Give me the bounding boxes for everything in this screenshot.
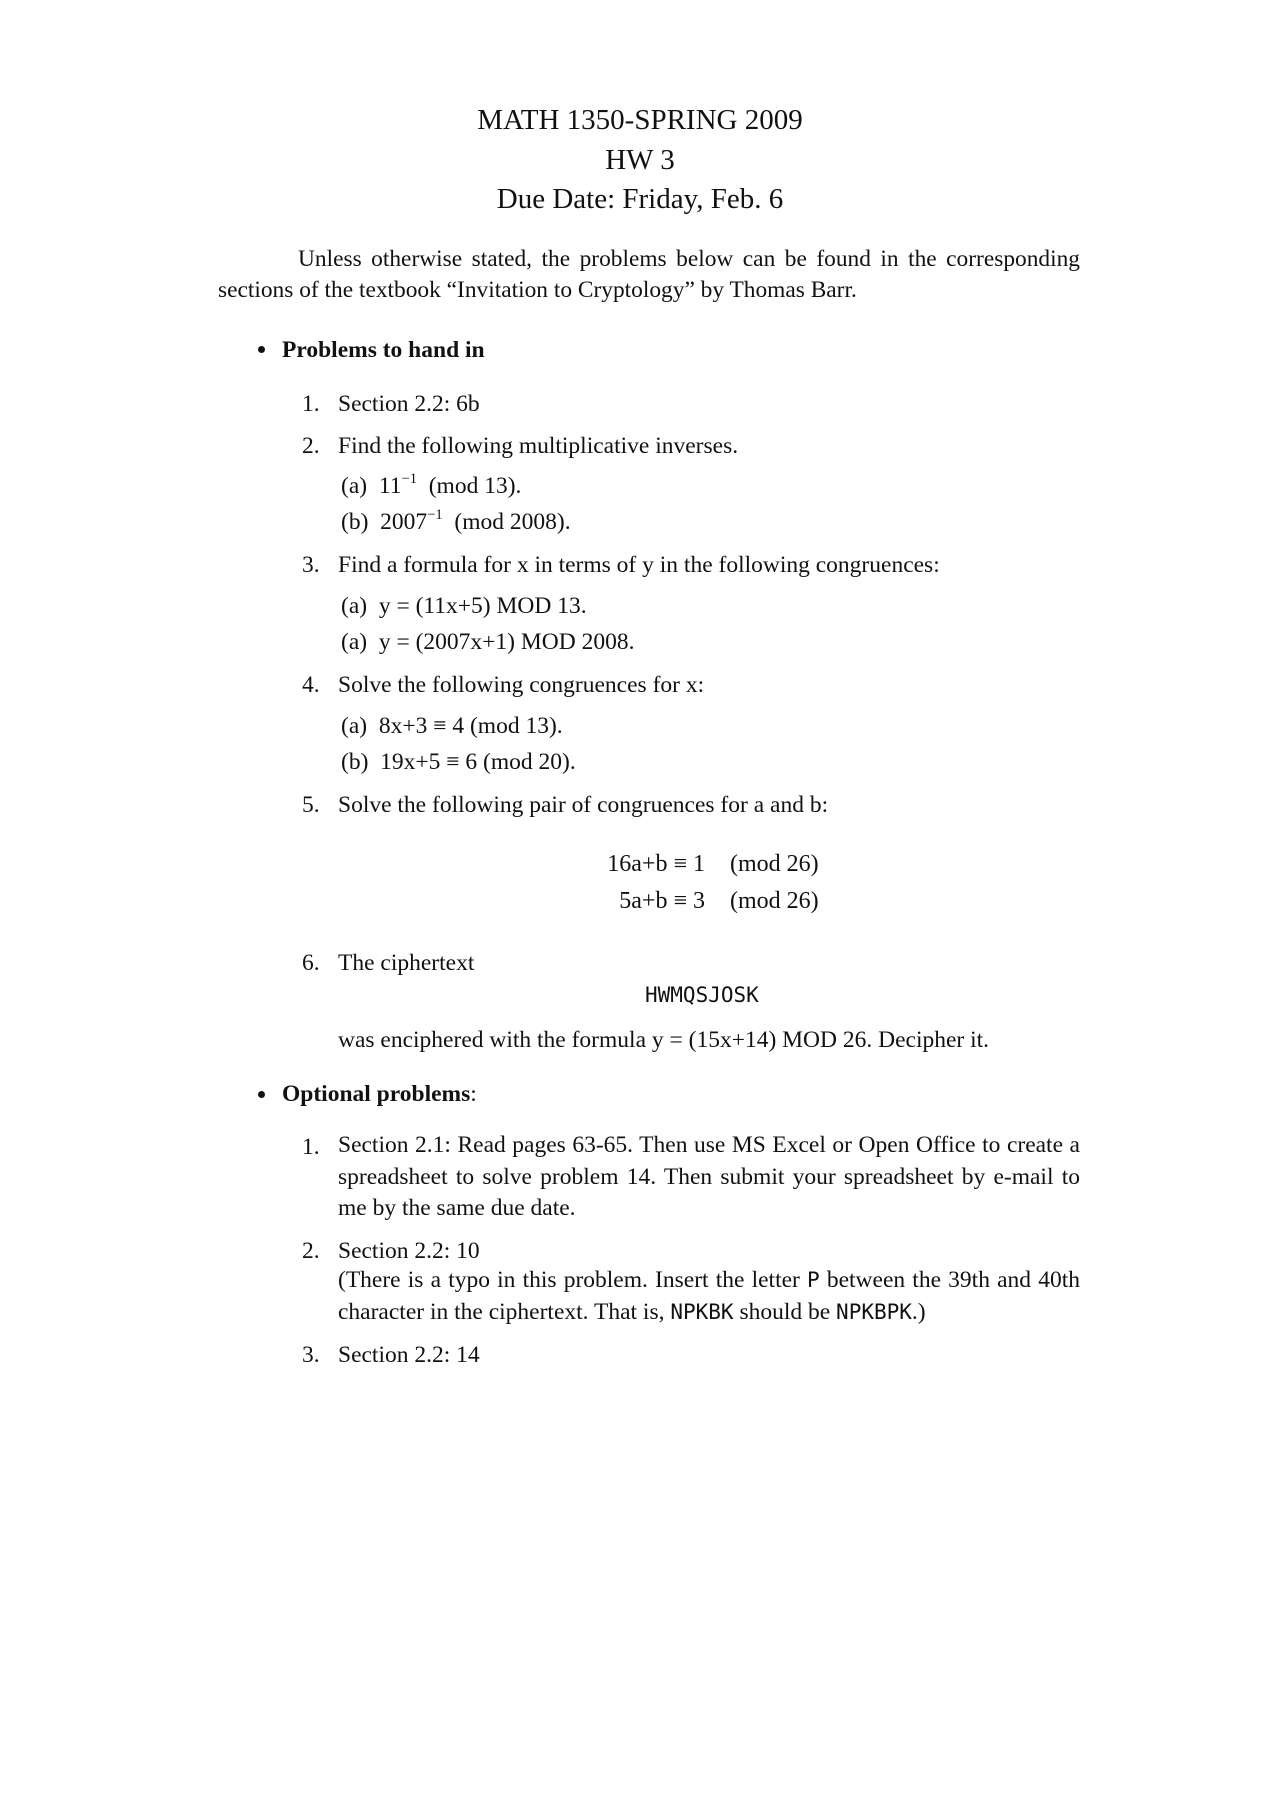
problem-2a-base: 11 [378,473,402,499]
problem-3b [341,631,634,655]
optional-2-note-d: .) [911,1298,926,1325]
course-title: MATH 1350-SPRING 2009 [477,104,803,136]
problem-2a [341,470,522,499]
problem-4a [341,715,563,739]
problem-2b-mod: (mod 2008). [454,509,571,535]
problem-4b-equation: 19x+5 ≡ 6 (mod 20). [380,749,576,775]
congruence-2-modulus: (mod 26) [730,888,819,914]
optional-2-note [338,1265,1080,1328]
hand-in-heading: Problems to hand in [282,337,485,363]
problem-4a-equation: 8x+3 ≡ 4 (mod 13). [378,713,563,739]
problem-4-number: 4. [302,672,320,698]
optional-2-note-b: between the 39th and 40th character in the ciphertext. That is, [338,1267,1080,1325]
optional-heading-colon: : [470,1081,477,1107]
problem-2b-exponent: −1 [427,506,443,523]
problem-2b-base: 2007 [380,509,428,535]
optional-2-note-c: should be [733,1298,837,1325]
bullet-dot-icon [258,1091,265,1098]
hw-title: HW 3 [605,144,675,176]
optional-3-number: 3. [302,1342,320,1368]
problem-2b [341,506,571,535]
problem-2a-mod: (mod 13). [428,473,522,499]
problem-4b [341,751,576,775]
problem-4a-label: (a) [341,713,368,739]
problem-2a-exponent: −1 [401,470,417,487]
problem-3-text: Find a formula for x in terms of y in the following congruences: [338,552,940,578]
problem-4b-label: (b) [341,749,369,775]
problem-1-number: 1. [302,391,320,417]
bullet-dot-icon [258,346,265,353]
problem-2b-label: (b) [341,509,369,535]
problem-5-number: 5. [302,792,320,818]
problem-2a-label: (a) [341,473,368,499]
problem-3b-label: (a) [341,629,368,655]
problem-6-formula: was enciphered with the formula y = (15x+14) MOD 26. Decipher it. [338,1027,990,1053]
problem-3a-label: (a) [341,593,368,619]
problem-3a [341,595,587,619]
optional-2-note-a: (There is a typo in this problem. Insert the letter [338,1267,808,1293]
problem-3b-equation: y = (2007x+1) MOD 2008. [378,629,635,655]
congruence-1-left: 16a+b ≡ 1 [607,851,705,877]
problem-2-number: 2. [302,433,320,459]
optional-heading-text: Optional problems [282,1081,471,1107]
congruence-1-modulus: (mod 26) [730,851,819,877]
problem-3a-equation: y = (11x+5) MOD 13. [378,593,587,619]
optional-heading [282,1083,477,1107]
optional-3-text: Section 2.2: 14 [338,1342,480,1368]
congruence-2-left: 5a+b ≡ 3 [619,888,705,914]
problem-6-text: The ciphertext [338,950,475,976]
optional-2-title: Section 2.2: 10 [338,1238,480,1264]
problem-2-text: Find the following multiplicative inverses. [338,433,739,459]
problem-1-text: Section 2.2: 6b [338,391,480,417]
optional-1-text: Section 2.1: Read pages 63-65. Then use MS Excel or Open Office to create a spreadsheet to solve problem 14. Then submit your spreadsheet by e-mail to me by the same due date. [338,1132,1080,1221]
correct-cipher-fragment: NPKBPK [836,1299,912,1324]
problem-3-number: 3. [302,552,320,578]
optional-2-number: 2. [302,1238,320,1264]
due-date: Due Date: Friday, Feb. 6 [496,183,784,215]
wrong-cipher-fragment: NPKBK [670,1299,734,1324]
problem-4-text: Solve the following congruences for x: [338,672,705,698]
intro-paragraph: Unless otherwise stated, the problems below can be found in the corresponding sections of the textbook “Invitation to Cryptology” by Thomas Barr. [218,246,1080,303]
problem-6-number: 6. [302,950,320,976]
inserted-letter: P [807,1268,820,1292]
optional-1-number: 1. [302,1134,320,1160]
problem-5-text: Solve the following pair of congruences for a and b: [338,792,829,818]
ciphertext: HWMQSJOSK [645,983,759,1007]
